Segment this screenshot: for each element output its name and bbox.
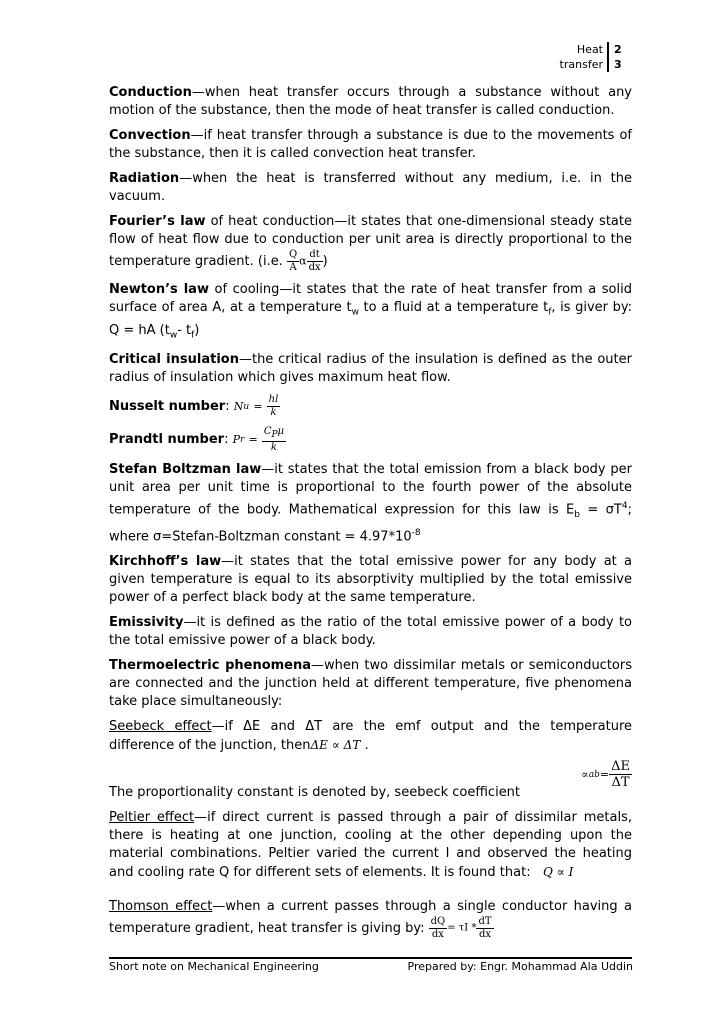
- prandtl-equals: =: [248, 433, 258, 447]
- def-stefan-1: —it states that the total emission from a black body per unit area per unit time is proportional to the fourth power of the absolute temperature of the body. Mathematical expression for this law is E: [109, 462, 632, 518]
- def-radiation: —when the heat is transferred without any medium, i.e. in the vacuum.: [109, 171, 632, 204]
- def-conduction: —when heat transfer occurs through a substance without any motion of the substance, then the mode of heat transfer is called conduction.: [109, 85, 632, 118]
- prandtl-colon: :: [224, 432, 229, 448]
- newton-sub-f: f: [548, 307, 552, 318]
- def-stefan-2: = σT: [579, 502, 622, 518]
- page-number: [614, 42, 622, 72]
- para-thermoelectric: [109, 657, 632, 711]
- page-header: [0, 42, 719, 76]
- peltier-math: Q ∝ I: [543, 865, 574, 880]
- para-seebeck: [109, 718, 632, 755]
- term-newton: Newton’s law: [109, 282, 209, 297]
- nusselt-lhs: N: [233, 399, 244, 413]
- fourier-alpha: α: [299, 254, 307, 268]
- header-title-line2: transfer: [559, 58, 603, 71]
- def-kirchhoff: —it states that the total emissive power for any body at a given temperature is equal to its absorptivity multiplied by the total emissive power of a perfect black body at the same temperature.: [109, 554, 632, 606]
- seebeck-coef-num: ΔE: [611, 759, 630, 775]
- def-seebeck: —if ΔE and ΔT are the emf output and the temperature difference of the junction, then: [109, 719, 632, 754]
- prandtl-lhs-sub: r: [240, 435, 245, 446]
- para-conduction: [109, 84, 632, 120]
- stefan-sup-4: 4: [621, 501, 628, 512]
- fourier-fraction-dt-dx: [307, 249, 323, 274]
- para-seebeck-coefficient: [109, 784, 632, 802]
- term-prandtl: Prandtl number: [109, 432, 225, 448]
- footer-left-text: Short note on Mechanical Engineering: [109, 960, 319, 973]
- fourier-num-dt: dt: [307, 249, 323, 262]
- def-newton-3: , is giver by: Q = hA (t: [109, 300, 632, 338]
- fourier-close: ): [322, 254, 328, 269]
- def-stefan-3: ; where σ=Stefan-Boltzman constant = 4.97*10: [109, 502, 632, 545]
- seebeck-end: .: [360, 738, 369, 754]
- def-thomson: —when a current passes through a single conductor having a temperature gradient, heat transfer is giving by:: [109, 899, 632, 937]
- para-stefan: [109, 461, 632, 546]
- fourier-den-dx: dx: [308, 262, 321, 273]
- prandtl-den: k: [270, 442, 277, 454]
- prandtl-num: [262, 426, 286, 442]
- def-peltier: —if direct current is passed through a pair of dissimilar metals, there is heating at one junction, cooling at the other depending upon the material combinations. Peltier varied the current I and observed the heating and cooling rate Q for different sets of elements. It is found that:: [109, 810, 632, 881]
- prandtl-lhs: P: [232, 433, 240, 447]
- header-title-line1: Heat: [576, 43, 603, 56]
- para-newton: [109, 281, 632, 344]
- para-prandtl: [109, 426, 632, 454]
- term-convection: Convection: [109, 128, 191, 143]
- para-critical-insulation: [109, 351, 632, 387]
- page-number-line1: 2: [614, 43, 622, 56]
- term-fourier: Fourier’s law: [109, 214, 206, 229]
- seebeck-math: ΔE ∝ ΔT: [310, 738, 361, 753]
- seebeck-coef-den: ΔT: [611, 775, 630, 791]
- header-title: [560, 42, 603, 72]
- term-nusselt: Nusselt number: [109, 398, 226, 414]
- thomson-fraction-dt-dx: [476, 916, 493, 941]
- def-convection: —if heat transfer through a substance is due to the movements of the substance, then it is called convection heat transfer.: [109, 128, 632, 161]
- seebeck-coef-sub: ab: [588, 769, 600, 780]
- newton-sub-w: w: [351, 307, 359, 318]
- term-emissivity: Emissivity: [109, 615, 184, 631]
- thomson-num-dq: dQ: [430, 916, 446, 928]
- thomson-num-dt: dT: [478, 916, 492, 928]
- page-number-line2: 3: [614, 58, 622, 71]
- para-peltier: [109, 809, 632, 882]
- page-body: [109, 84, 632, 948]
- term-seebeck: Seebeck effect: [109, 719, 212, 735]
- seebeck-coef-fraction: [609, 759, 632, 790]
- fourier-den-a: A: [289, 262, 297, 273]
- para-kirchhoff: [109, 553, 632, 607]
- prandtl-fraction: [262, 426, 286, 454]
- nusselt-lhs-sub: u: [243, 401, 250, 412]
- para-nusselt: [109, 394, 632, 419]
- nusselt-fraction: [267, 394, 281, 419]
- def-newton-1: of cooling—it states that the rate of heat transfer from a solid surface of area A, at a temperature t: [109, 282, 632, 315]
- term-thermoelectric: Thermoelectric phenomena: [109, 658, 312, 674]
- seebeck-coef-text: The proportionality constant is denoted by, seebeck coefficient: [109, 785, 521, 801]
- footer-rule: [109, 957, 632, 959]
- para-fourier: [109, 213, 632, 274]
- footer-right-text: Prepared by: Engr. Mohammad Ala Uddin: [407, 960, 633, 973]
- fourier-fraction-q-a: [287, 249, 299, 274]
- seebeck-coef-lhs: ∝: [581, 767, 589, 781]
- def-newton-5: ): [194, 322, 200, 338]
- def-fourier: of heat conduction—it states that one-dimensional steady state flow of heat flow due to conduction per unit area is directly proportional to the temperature gradient. (i.e.: [109, 214, 632, 269]
- term-critical-insulation: Critical insulation: [109, 352, 239, 368]
- term-thomson: Thomson effect: [109, 899, 213, 915]
- nusselt-num: hl: [268, 394, 279, 406]
- term-kirchhoff: Kirchhoff’s law: [109, 554, 222, 570]
- term-peltier: Peltier effect: [109, 810, 195, 826]
- newton-sub-f2: f: [191, 330, 195, 341]
- nusselt-den: k: [270, 407, 277, 419]
- def-critical-insulation: —the critical radius of the insulation is defined as the outer radius of insulation which gives maximum heat flow.: [109, 352, 632, 386]
- para-convection: [109, 127, 632, 163]
- para-emissivity: [109, 614, 632, 650]
- thomson-fraction-dq-dx: [429, 916, 448, 941]
- def-thermoelectric: —when two dissimilar metals or semiconductors are connected and the junction held at different temperature, five phenomena take place simultaneously:: [109, 658, 632, 710]
- prandtl-num-c: C: [263, 426, 272, 438]
- newton-sub-w2: w: [169, 330, 178, 341]
- para-radiation: [109, 170, 632, 206]
- para-thomson: [109, 898, 632, 941]
- thomson-den-dx: dx: [431, 929, 444, 941]
- thomson-mid: = τI *: [447, 922, 477, 934]
- prandtl-num-sub: P: [271, 430, 278, 441]
- term-stefan: Stefan Boltzman law: [109, 462, 262, 478]
- def-emissivity: —it is defined as the ratio of the total emissive power of a body to the total emissive power of a black body.: [109, 615, 632, 649]
- seebeck-coef-equals: =: [599, 767, 610, 781]
- term-conduction: Conduction: [109, 85, 192, 100]
- header-divider: [607, 42, 609, 72]
- term-radiation: Radiation: [109, 171, 180, 186]
- def-newton-4: - t: [177, 322, 192, 338]
- nusselt-equals: =: [253, 399, 263, 413]
- fourier-num-q: Q: [288, 249, 298, 260]
- thomson-den-dx: dx: [478, 929, 491, 941]
- stefan-sub-b: b: [574, 510, 580, 521]
- def-newton-2: to a fluid at a temperature t: [358, 300, 549, 315]
- stefan-sup-exp: -8: [411, 528, 421, 539]
- nusselt-colon: :: [225, 398, 230, 414]
- prandtl-num-mu: μ: [277, 426, 285, 438]
